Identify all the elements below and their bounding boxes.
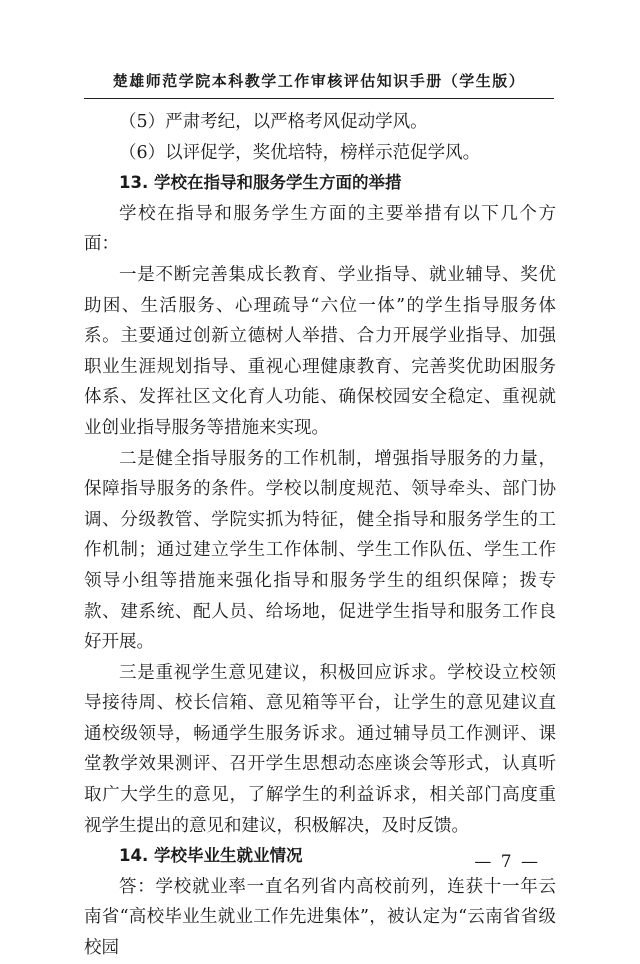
section-heading-14: 14. 学校毕业生就业情况: [119, 846, 303, 866]
paragraph-point-two: 二是健全指导服务的工作机制，增强指导服务的力量，保障指导服务的条件。学校以制度规范、领导牵头、部门协调、分级教管、学院实抓为特征，健全指导和服务学生的工作机制；通过建立学生工作体制、学生工作队伍、学生工作领导小组等措施来强化指导和服务学生的组织保障；拨专款、建系统、配人员、给场地，促进学生指导和服务工作良好开展。: [84, 448, 556, 653]
page-number: — 7 —: [474, 852, 540, 872]
list-item-6: （6）以评促学，奖优培特，榜样示范促学风。: [119, 142, 481, 163]
list-item-5: （5）严肃考纪，以严格考风促动学风。: [119, 112, 428, 132]
running-header: 楚雄师范学院本科教学工作审核评估知识手册（学生版）: [112, 72, 526, 90]
body-text: [84, 107, 556, 964]
paragraph-answer: 答：学校就业率一直名列省内高校前列，连获十一年云南省“高校毕业生就业工作先进集体”，被认定为“云南省省级校园: [84, 876, 556, 959]
paragraph-point-one: 一是不断完善集成长教育、学业指导、就业辅导、奖优助困、生活服务、心理疏导“六位一体”的学生指导服务体系。主要通过创新立德树人举措、合力开展学业指导、加强职业生涯规划指导、重视心理健康教育、完善奖优助困服务体系、发挥社区文化育人功能、确保校园安全稳定、重视就业创业指导服务等措施来实现。: [84, 264, 556, 438]
paragraph-point-three: 三是重视学生意见建议，积极回应诉求。学校设立校领导接待周、校长信箱、意见箱等平台，让学生的意见建议直通校级领导，畅通学生服务诉求。通过辅导员工作测评、课堂教学效果测评、召开学生思想动态座谈会等形式，认真听取广大学生的意见，了解学生的利益诉求，相关部门高度重视学生提出的意见和建议，积极解决，及时反馈。: [84, 662, 556, 836]
header-divider: [84, 98, 554, 99]
section-heading-13: 13. 学校在指导和服务学生方面的举措: [119, 173, 402, 193]
paragraph-intro: 学校在指导和服务学生方面的主要举措有以下几个方面：: [84, 203, 556, 255]
